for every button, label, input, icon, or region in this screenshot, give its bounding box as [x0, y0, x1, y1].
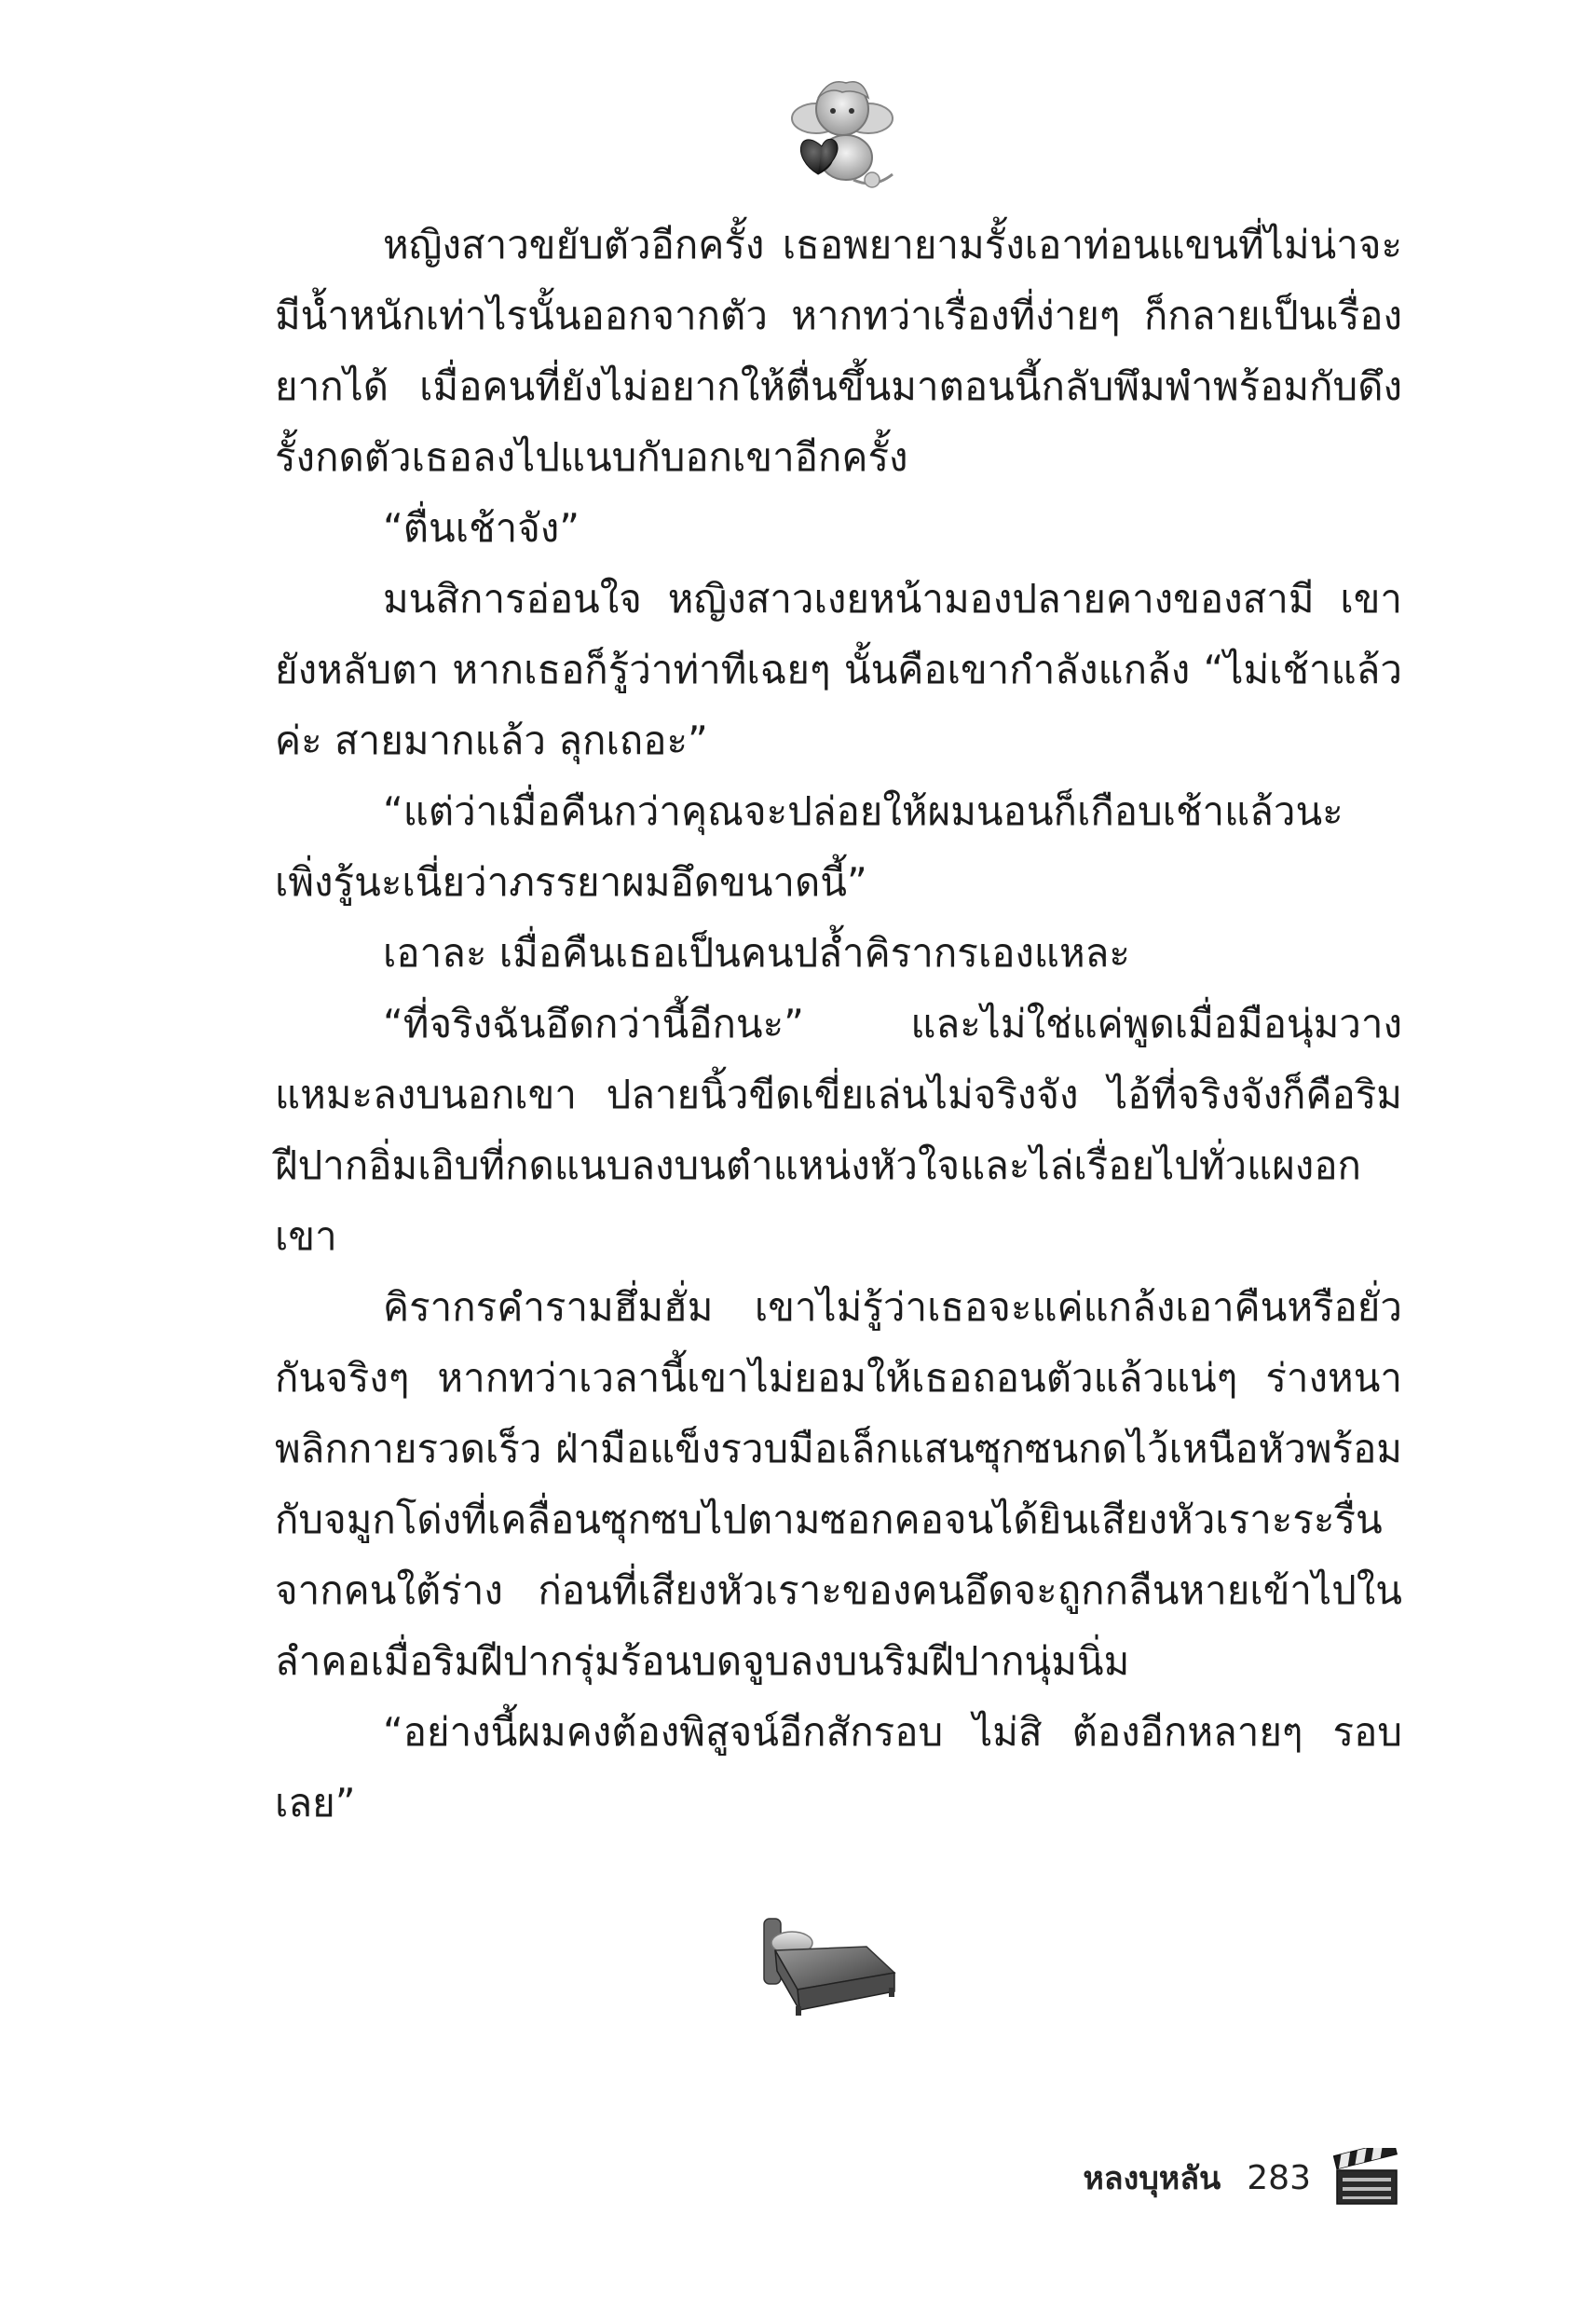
paragraph: “แต่ว่าเมื่อคืนกว่าคุณจะปล่อยให้ผมนอนก็เกือบเช้าแล้วนะ เพิ่งรู้นะเนี่ยว่าภรรยาผมอึดขนาดนี้” [275, 788, 1344, 905]
page-number: 283 [1247, 2158, 1311, 2197]
book-title: หลงบุหลัน [1083, 2160, 1221, 2197]
bed-icon [755, 1906, 904, 2017]
paragraph: “อย่างนี้ผมคงต้องพิสูจน์อีกสักรอบ ไม่สิ ต้องอีกหลายๆ รอบเลย” [275, 1709, 1402, 1826]
story-body [275, 210, 1402, 1839]
cupid-heart-icon [781, 70, 902, 191]
clapperboard-icon [1333, 2148, 1400, 2208]
paragraph: เอาละ เมื่อคืนเธอเป็นคนปล้ำคิรากรเองแหละ [383, 930, 1130, 976]
paragraph: มนสิการอ่อนใจ หญิงสาวเงยหน้ามองปลายคางของสามี เขายังหลับตา หากเธอก็รู้ว่าท่าทีเฉยๆ นั้นคือเขากำลังแกล้ง “ไม่เช้าแล้วค่ะ สายมากแล้ว ลุกเถอะ” [275, 576, 1402, 763]
paragraph: หญิงสาวขยับตัวอีกครั้ง เธอพยายามรั้งเอาท่อนแขนที่ไม่น่าจะมีน้ำหนักเท่าไรนั้นออกจากตัว หากทว่าเรื่องที่ง่ายๆ ก็กลายเป็นเรื่องยากได้ เมื่อคนที่ยังไม่อยากให้ตื่นขึ้นมาตอนนี้กลับพึมพำพร้อมกับดึงรั้งกดตัวเธอลงไปแนบกับอกเขาอีกครั้ง [275, 222, 1402, 480]
page-footer [1083, 2148, 1400, 2208]
paragraph: “ที่จริงฉันอึดกว่านี้อีกนะ” และไม่ใช่แค่พูดเมื่อมือนุ่มวางแหมะลงบนอกเขา ปลายนิ้วขีดเขี่ยเล่นไม่จริงจัง ไอ้ที่จริงจังก็คือริมฝีปากอิ่มเอิบที่กดแนบลงบนตำแหน่งหัวใจและไล่เรื่อยไปทั่วแผงอกเขา [275, 1001, 1402, 1259]
paragraph: คิรากรคำรามฮึ่มฮั่ม เขาไม่รู้ว่าเธอจะแค่แกล้งเอาคืนหรือยั่วกันจริงๆ หากทว่าเวลานี้เขาไม่ยอมให้เธอถอนตัวแล้วแน่ๆ ร่างหนาพลิกกายรวดเร็ว ฝ่ามือแข็งรวบมือเล็กแสนซุกซนกดไว้เหนือหัวพร้อมกับจมูกโด่งที่เคลื่อนซุกซบไปตามซอกคอจนได้ยินเสียงหัวเราะระรื่นจากคนใต้ร่าง ก่อนที่เสียงหัวเราะของคนอึดจะถูกกลืนหายเข้าไปในลำคอเมื่อริมฝีปากรุ่มร้อนบดจูบลงบนริมฝีปากนุ่มนิ่ม [275, 1284, 1402, 1684]
paragraph: “ตื่นเช้าจัง” [383, 505, 580, 551]
